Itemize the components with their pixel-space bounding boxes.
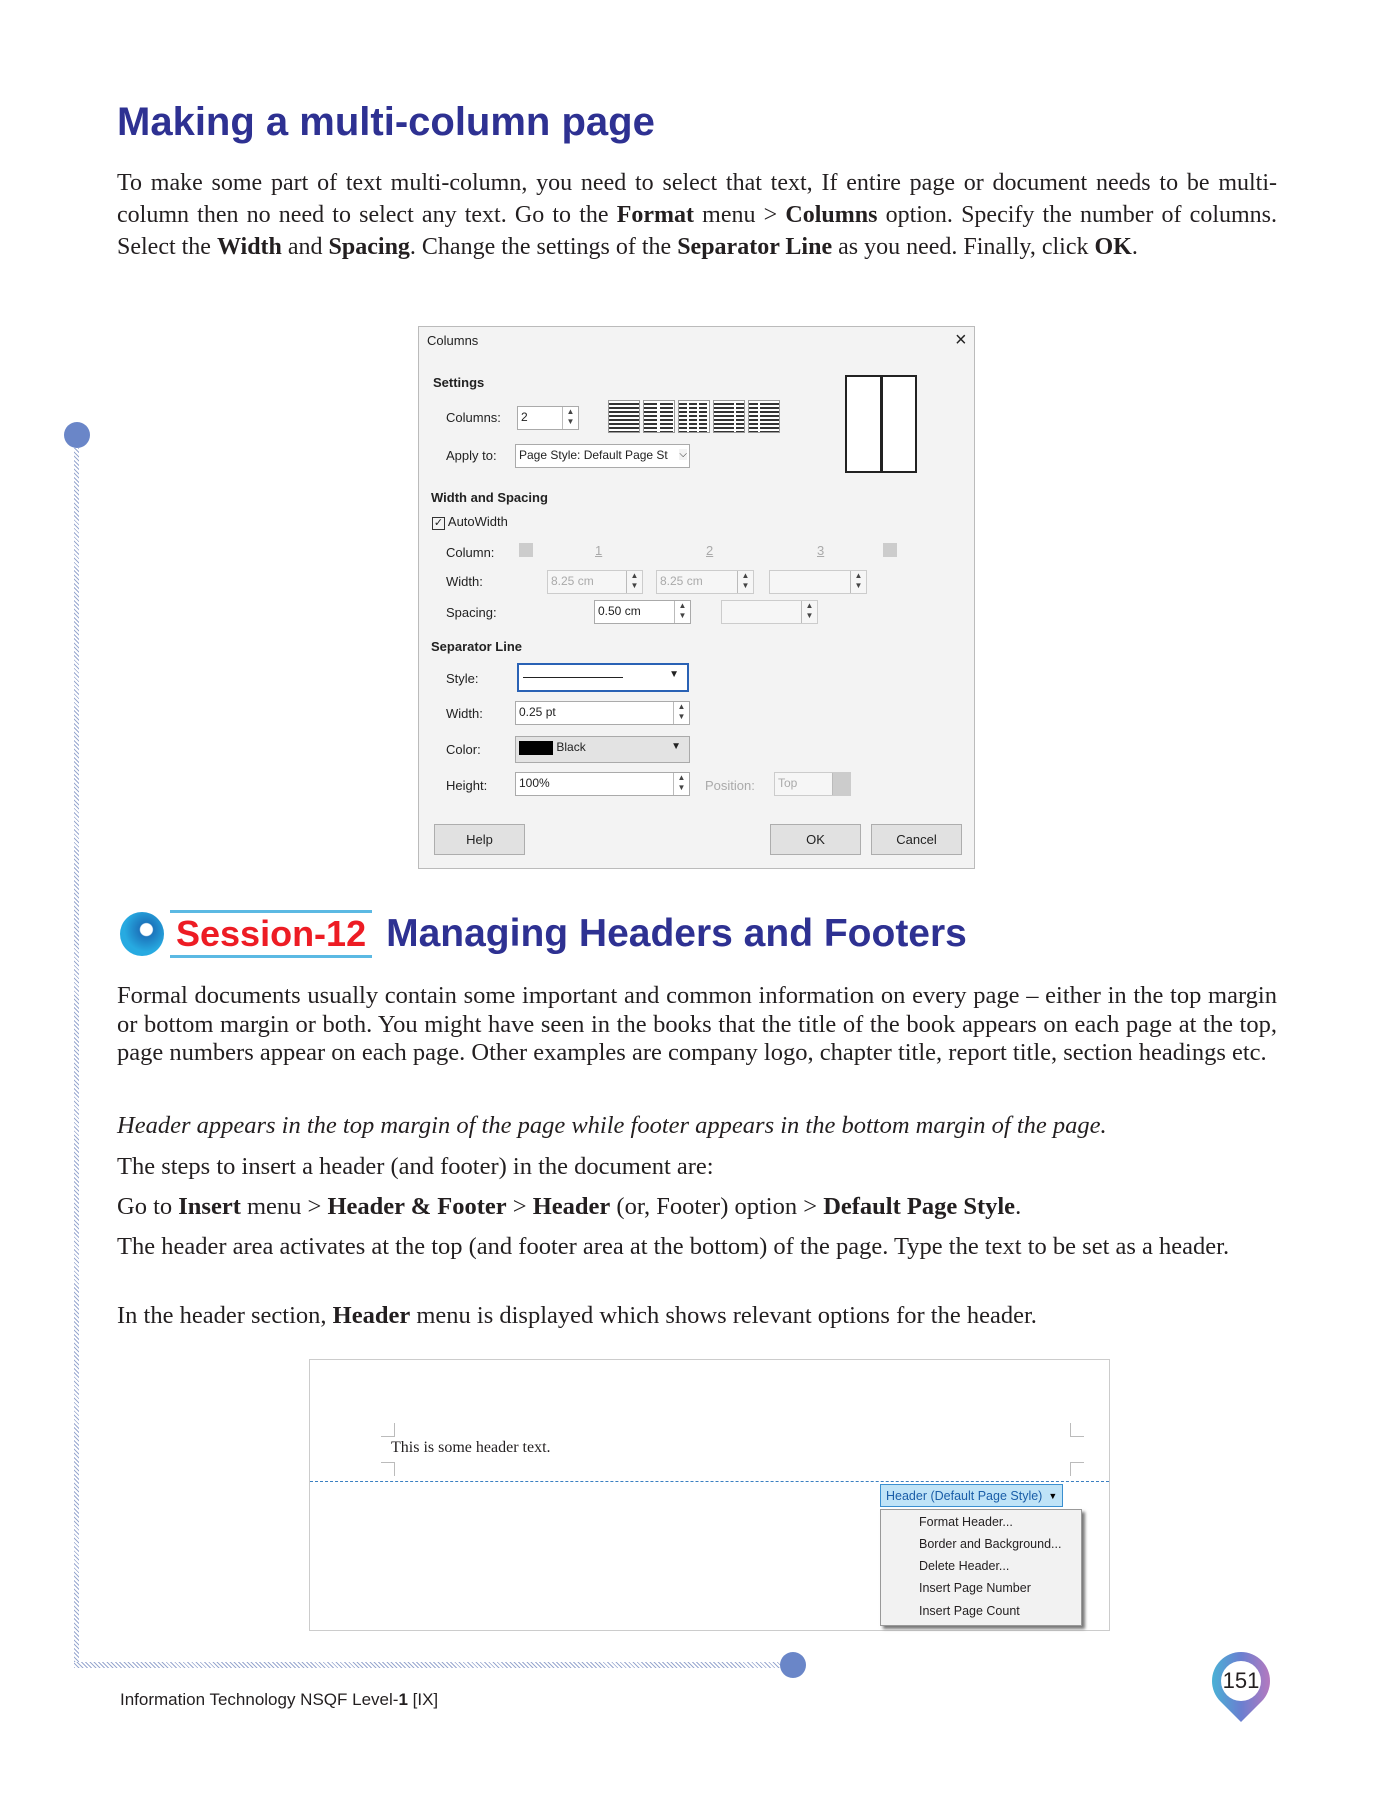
layout-1-column-button[interactable] bbox=[608, 400, 640, 433]
session-title: Managing Headers and Footers bbox=[386, 912, 967, 955]
spacing2-field[interactable]: ▲ ▼ bbox=[721, 600, 818, 624]
header-tab-button[interactable]: Header (Default Page Style) ▼ bbox=[880, 1484, 1063, 1507]
height-label: Height: bbox=[446, 778, 488, 793]
column-number: 1 bbox=[595, 543, 603, 558]
width-spacing-heading: Width and Spacing bbox=[431, 490, 548, 505]
header-area-text: The header area activates at the top (and footer area at the bottom) of the page. Type the text to be set as a header. bbox=[117, 1233, 1230, 1260]
color-swatch bbox=[519, 741, 553, 755]
decor-line-horizontal bbox=[74, 1662, 784, 1668]
apply-to-select[interactable]: Page Style: Default Page St ⌵ bbox=[515, 444, 690, 468]
style-label: Style: bbox=[446, 671, 479, 686]
steps-intro: The steps to insert a header (and footer) in the document are: bbox=[117, 1153, 714, 1180]
decor-dot bbox=[64, 422, 90, 448]
layout-3-columns-button[interactable] bbox=[678, 400, 710, 433]
columns-spinbox[interactable]: 2 ▲ ▼ bbox=[517, 406, 579, 430]
page-number: 151 bbox=[1221, 1661, 1261, 1701]
ok-button[interactable]: OK bbox=[770, 824, 861, 855]
intro-paragraph-2: Formal documents usually contain some important and common information on every page – either in the top margin or bottom margin or both. You might have seen in the books that the title of the book appears on each page at the top, page numbers appear on each page. Other examples are company logo, chapter title, report title, section headings etc. bbox=[117, 982, 1277, 1067]
sep-width-field[interactable]: 0.25 pt ▲ ▼ bbox=[515, 701, 690, 725]
layout-right-wide-button[interactable] bbox=[748, 400, 780, 433]
close-icon[interactable]: × bbox=[955, 329, 967, 351]
position-select[interactable]: Top bbox=[774, 772, 851, 796]
decor-line-vertical bbox=[74, 448, 79, 1666]
menu-item-insert-page-number[interactable]: Insert Page Number bbox=[919, 1581, 1031, 1595]
checkbox-checked-icon: ✓ bbox=[433, 517, 444, 529]
dropdown-arrow-icon: ▼ bbox=[671, 741, 681, 752]
chevron-down-icon: ⌵ bbox=[679, 449, 687, 460]
header-menu-text: In the header section, Header menu is displayed which shows relevant options for the header. bbox=[117, 1302, 1037, 1329]
spacing-label: Spacing: bbox=[446, 605, 497, 620]
menu-item-format-header[interactable]: Format Header... bbox=[919, 1515, 1013, 1529]
position-label: Position: bbox=[705, 778, 755, 793]
sep-width-label: Width: bbox=[446, 706, 483, 721]
dropdown-arrow-icon: ▼ bbox=[669, 669, 679, 680]
settings-heading: Settings bbox=[433, 375, 485, 390]
menu-item-border-background[interactable]: Border and Background... bbox=[919, 1537, 1062, 1551]
column-label: Column: bbox=[446, 545, 495, 560]
column-preview bbox=[845, 375, 917, 473]
menu-item-insert-page-count[interactable]: Insert Page Count bbox=[919, 1604, 1020, 1618]
session-label-bar: Session-12 bbox=[170, 910, 372, 958]
header-menu bbox=[880, 1509, 1082, 1626]
layout-left-wide-button[interactable] bbox=[713, 400, 745, 433]
header-screenshot bbox=[309, 1359, 1110, 1631]
column-prev-icon[interactable] bbox=[519, 543, 533, 557]
layout-2-columns-button[interactable] bbox=[643, 400, 675, 433]
cancel-button[interactable]: Cancel bbox=[871, 824, 962, 855]
menu-item-delete-header[interactable]: Delete Header... bbox=[919, 1559, 1010, 1573]
column-next-icon[interactable] bbox=[883, 543, 897, 557]
columns-dialog bbox=[418, 326, 975, 869]
column3-width-field[interactable]: ▲ ▼ bbox=[769, 570, 867, 594]
spin-arrows-icon[interactable]: ▲ ▼ bbox=[562, 407, 578, 429]
session-heading bbox=[120, 905, 967, 963]
definition-text: Header appears in the top margin of the page while footer appears in the bottom margin of the page. bbox=[117, 1112, 1107, 1139]
decor-dot bbox=[780, 1652, 806, 1678]
columns-label: Columns: bbox=[446, 410, 501, 425]
width-label: Width: bbox=[446, 574, 483, 589]
column2-width-field[interactable]: 8.25 cm ▲ ▼ bbox=[656, 570, 754, 594]
steps-path: Go to Insert menu > Header & Footer > Header (or, Footer) option > Default Page Style. bbox=[117, 1193, 1022, 1220]
dropdown-arrow-icon: ▼ bbox=[1048, 1490, 1058, 1501]
header-text[interactable]: This is some header text. bbox=[391, 1439, 551, 1456]
separator-heading: Separator Line bbox=[431, 639, 523, 654]
footer-book-title: Information Technology NSQF Level-1 [IX] bbox=[120, 1690, 439, 1709]
color-select[interactable]: Black ▼ bbox=[515, 736, 690, 763]
column-number: 3 bbox=[817, 543, 825, 558]
column1-width-field[interactable]: 8.25 cm ▲ ▼ bbox=[547, 570, 643, 594]
apply-to-label: Apply to: bbox=[446, 448, 497, 463]
dialog-title: Columns bbox=[427, 333, 479, 348]
style-select[interactable] bbox=[517, 663, 689, 692]
height-field[interactable]: 100% ▲ ▼ bbox=[515, 772, 690, 796]
intro-paragraph: To make some part of text multi-column, you need to select that text, If entire page or document needs to be multi-column then no need to select any text. Go to the Format menu > Columns option. Specify the number of columns. Select the Width and Spacing. Change the settings of the Separator Line as you need. Finally, click OK. bbox=[117, 170, 1278, 260]
autowidth-checkbox[interactable]: ✓ AutoWidth bbox=[433, 514, 508, 529]
color-label: Color: bbox=[446, 742, 481, 757]
section-title: Making a multi-column page bbox=[117, 100, 655, 144]
session-logo-icon bbox=[120, 912, 164, 956]
column-number: 2 bbox=[706, 543, 714, 558]
spacing1-field[interactable]: 0.50 cm ▲ ▼ bbox=[594, 600, 691, 624]
header-boundary-line bbox=[310, 1481, 1109, 1482]
help-button[interactable]: Help bbox=[434, 824, 525, 855]
